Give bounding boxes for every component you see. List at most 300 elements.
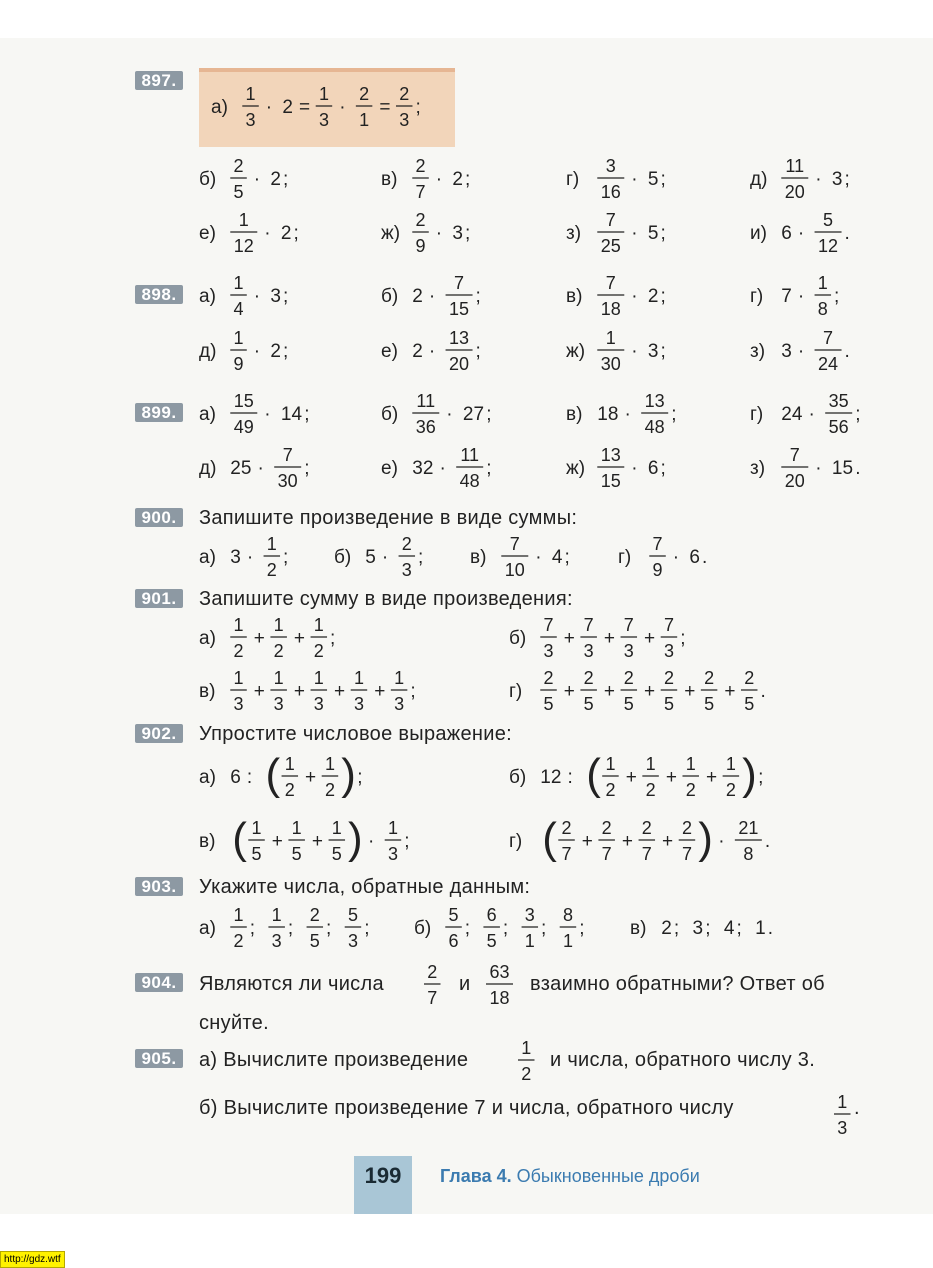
- fraction-denominator: 5: [233, 182, 244, 202]
- problem-text: взаимно обратными? Ответ об: [530, 973, 825, 995]
- operator: ;: [486, 458, 492, 479]
- fraction-numerator: 2: [399, 84, 410, 104]
- fraction-numerator: 7: [543, 615, 554, 635]
- problem-number: 899.: [135, 403, 183, 422]
- fraction-numerator: 2: [415, 156, 426, 176]
- operator: +: [684, 681, 696, 702]
- fraction-numerator: 1: [238, 210, 249, 230]
- operator: ;: [834, 286, 840, 307]
- fraction-numerator: 7: [454, 273, 465, 293]
- fraction-denominator: 36: [415, 417, 436, 437]
- operator: ;: [287, 918, 294, 939]
- number: 14: [280, 404, 303, 425]
- item-label: а): [199, 286, 216, 307]
- fraction-denominator: 1: [562, 931, 573, 951]
- fraction-numerator: 1: [521, 1038, 532, 1058]
- site-watermark: http://gdz.wtf: [0, 1251, 65, 1268]
- fraction-denominator: 20: [784, 471, 805, 491]
- operator: +: [334, 681, 346, 702]
- operator: ;: [671, 404, 677, 425]
- operator: ·: [253, 341, 261, 362]
- problem-number: 905.: [135, 1049, 183, 1068]
- fraction-numerator: 1: [313, 668, 324, 688]
- number: 2: [412, 341, 423, 362]
- operator: :: [567, 767, 573, 788]
- operator: ·: [535, 547, 542, 568]
- operator: ;: [660, 458, 666, 479]
- operator: ;: [326, 918, 332, 939]
- operator: ;: [736, 918, 742, 939]
- fraction-denominator: 7: [561, 844, 572, 864]
- fraction-numerator: 1: [645, 754, 656, 774]
- fraction-numerator: 2: [309, 905, 320, 925]
- fraction-numerator: 1: [324, 754, 335, 774]
- exercise-item: [381, 204, 488, 260]
- exercise-item: [618, 528, 719, 584]
- fraction-denominator: 3: [543, 641, 554, 661]
- fraction-denominator: 9: [233, 354, 244, 374]
- operator: ·: [428, 341, 436, 362]
- exercise-item: [199, 204, 317, 260]
- bracket: ): [742, 750, 757, 799]
- fraction-numerator: 15: [233, 391, 254, 411]
- operator: +: [665, 767, 677, 788]
- inline-fraction: [486, 956, 520, 1012]
- number: 24: [781, 404, 803, 425]
- fraction-numerator: 2: [401, 534, 412, 554]
- item-label: д): [199, 341, 217, 362]
- problem-number: 902.: [135, 724, 183, 743]
- fraction-numerator: 1: [291, 818, 302, 838]
- operator: ;: [660, 223, 666, 244]
- number: 2: [647, 286, 659, 307]
- fraction-denominator: 25: [600, 236, 621, 256]
- fraction-denominator: 7: [681, 844, 692, 864]
- exercise-item: [199, 322, 306, 378]
- fraction-numerator: 3: [605, 156, 616, 176]
- operator: ·: [624, 404, 631, 425]
- item-label: ж): [566, 458, 586, 479]
- number: 2: [270, 169, 281, 190]
- fraction-denominator: 1: [524, 931, 535, 951]
- number: 2: [282, 97, 293, 118]
- operator: ;: [758, 767, 764, 788]
- operator: ·: [631, 169, 638, 190]
- operator: ·: [246, 547, 254, 568]
- item-label: ж): [381, 223, 401, 244]
- operator: +: [603, 628, 616, 649]
- fraction-numerator: 1: [394, 668, 405, 688]
- fraction-denominator: 20: [784, 182, 805, 202]
- operator: ;: [293, 223, 299, 244]
- operator: ·: [797, 223, 805, 244]
- number: 12: [540, 767, 562, 788]
- fraction-denominator: 3: [353, 694, 364, 714]
- operator: ;: [680, 628, 686, 649]
- operator: ;: [564, 547, 570, 568]
- fraction-numerator: 11: [460, 445, 480, 465]
- operator: ;: [283, 547, 289, 568]
- fraction-numerator: 2: [704, 668, 715, 688]
- fraction-numerator: 2: [359, 84, 370, 104]
- operator: :: [246, 767, 253, 788]
- number: 5: [365, 547, 376, 568]
- item-label: в): [630, 918, 647, 939]
- fraction-numerator: 1: [251, 818, 262, 838]
- fraction-numerator: 3: [524, 905, 535, 925]
- exercise-item: [381, 439, 509, 495]
- fraction-numerator: 1: [605, 754, 616, 774]
- fraction-denominator: 18: [600, 299, 621, 319]
- operator: +: [293, 628, 306, 649]
- problem-number: 904.: [135, 973, 183, 992]
- operator: ;: [410, 681, 416, 702]
- fraction-denominator: 3: [233, 694, 244, 714]
- fraction-denominator: 5: [623, 694, 634, 714]
- operator: ;: [357, 767, 363, 788]
- exercise-item: [381, 385, 509, 441]
- operator: +: [625, 767, 637, 788]
- operator: .: [764, 831, 771, 852]
- fraction-numerator: 7: [605, 273, 616, 293]
- item-label: г): [750, 286, 764, 307]
- operator: ·: [815, 169, 822, 190]
- operator: ·: [264, 404, 271, 425]
- exercise-item: [414, 899, 602, 955]
- exercise-item: [509, 609, 703, 665]
- operator: +: [374, 681, 386, 702]
- number: 2: [270, 341, 281, 362]
- fraction-denominator: 48: [459, 471, 480, 491]
- exercise-item: [199, 528, 306, 584]
- operator: =: [379, 97, 391, 118]
- exercise-item: [470, 528, 588, 584]
- item-label: в): [199, 681, 216, 702]
- number: 5: [647, 169, 659, 190]
- operator: ·: [808, 404, 815, 425]
- problem-text: и числа, обратного числу 3.: [550, 1049, 816, 1071]
- fraction-denominator: 3: [623, 641, 634, 661]
- operator: ;: [364, 918, 370, 939]
- item-label: г): [509, 681, 523, 702]
- fraction-numerator: 1: [273, 668, 284, 688]
- item-label: и): [750, 223, 767, 244]
- fraction-denominator: 7: [601, 844, 612, 864]
- fraction-numerator: 7: [789, 445, 800, 465]
- fraction-denominator: 3: [583, 641, 594, 661]
- operator: ·: [631, 223, 638, 244]
- number: 5: [647, 223, 659, 244]
- operator: .: [855, 458, 861, 479]
- number: 27: [462, 404, 485, 425]
- fraction-denominator: 30: [277, 471, 298, 491]
- fraction-numerator: 1: [331, 818, 342, 838]
- fraction-numerator: 2: [415, 210, 426, 230]
- item-label: б): [334, 547, 352, 568]
- fraction-denominator: 3: [273, 694, 284, 714]
- bracket: ): [341, 750, 356, 799]
- problem-number: 900.: [135, 508, 183, 527]
- exercise-item: [199, 899, 387, 955]
- problem-number: 897.: [135, 71, 183, 90]
- item-label: з): [566, 223, 582, 244]
- exercise-item: [199, 439, 327, 495]
- number: 4: [551, 547, 563, 568]
- exercise-item: [509, 812, 782, 868]
- fraction-denominator: 30: [600, 354, 621, 374]
- number: 15: [831, 458, 854, 479]
- fraction-denominator: 9: [415, 236, 426, 256]
- exercise-item: [199, 748, 380, 804]
- exercise-item: [381, 150, 488, 206]
- exercise-item: [566, 322, 684, 378]
- fraction-denominator: 5: [704, 694, 715, 714]
- item-label: в): [381, 169, 398, 190]
- item-label: б): [381, 286, 399, 307]
- item-label: е): [199, 223, 216, 244]
- operator: .: [844, 341, 850, 362]
- operator: ;: [486, 404, 492, 425]
- chapter-title: Обыкновенные дроби: [516, 1166, 700, 1186]
- exercise-item: [199, 662, 433, 718]
- number: 2: [661, 918, 672, 939]
- exercise-item: [750, 267, 857, 323]
- fraction-numerator: 7: [282, 445, 293, 465]
- number: 6: [689, 547, 700, 568]
- fraction-denominator: 4: [233, 299, 244, 319]
- fraction-denominator: 12: [233, 236, 254, 256]
- number: 6: [230, 767, 241, 788]
- operator: +: [662, 831, 674, 852]
- fraction-denominator: 5: [291, 844, 302, 864]
- item-label: г): [750, 404, 764, 425]
- exercise-item: [750, 150, 868, 206]
- fraction-denominator: 3: [313, 694, 324, 714]
- number: 2: [452, 169, 463, 190]
- operator: ;: [844, 169, 850, 190]
- fraction-denominator: 5: [331, 844, 342, 864]
- worked-example: [211, 78, 439, 134]
- item-label: а): [199, 628, 216, 649]
- exercise-item: [199, 150, 306, 206]
- operator: .: [760, 681, 766, 702]
- item-label: б): [509, 628, 527, 649]
- fraction-numerator: 1: [284, 754, 295, 774]
- bracket: (: [232, 814, 247, 863]
- fraction-numerator: 1: [266, 534, 277, 554]
- item-label: в): [199, 831, 216, 852]
- problem-text: и: [459, 973, 471, 995]
- chapter-label: Глава 4.: [440, 1166, 512, 1186]
- item-label: б): [199, 169, 217, 190]
- fraction-denominator: 16: [600, 182, 621, 202]
- fraction-denominator: 2: [605, 780, 616, 800]
- item-label: б): [509, 767, 527, 788]
- fraction-numerator: 1: [233, 615, 244, 635]
- problem-instruction: Запишите сумму в виде произведения:: [199, 588, 573, 610]
- fraction-numerator: 1: [271, 905, 282, 925]
- fraction-numerator: 5: [448, 905, 459, 925]
- fraction-numerator: 2: [601, 818, 612, 838]
- number: 4: [723, 918, 735, 939]
- fraction-denominator: 15: [600, 471, 621, 491]
- operator: ;: [579, 918, 585, 939]
- operator: ;: [855, 404, 861, 425]
- fraction-numerator: 2: [641, 818, 652, 838]
- problem-text: б) Вычислите произведение 7 и числа, обратного числу: [199, 1097, 734, 1119]
- operator: ·: [264, 223, 271, 244]
- number: 2: [412, 286, 423, 307]
- operator: +: [305, 767, 317, 788]
- fraction-numerator: 1: [313, 615, 324, 635]
- fraction-numerator: 63: [489, 962, 510, 982]
- operator: +: [705, 767, 718, 788]
- operator: +: [311, 831, 324, 852]
- number: 3: [452, 223, 463, 244]
- operator: ·: [631, 286, 638, 307]
- operator: ;: [475, 286, 481, 307]
- fraction-denominator: 10: [504, 560, 525, 580]
- fraction-denominator: 5: [663, 694, 674, 714]
- fraction-denominator: 7: [427, 988, 438, 1008]
- fraction-denominator: 2: [685, 780, 696, 800]
- fraction-numerator: 7: [623, 615, 634, 635]
- chapter-footer: [440, 1166, 700, 1187]
- item-label: д): [750, 169, 768, 190]
- fraction-numerator: 11: [416, 391, 436, 411]
- fraction-denominator: 3: [663, 641, 674, 661]
- fraction-numerator: 7: [652, 534, 663, 554]
- fraction-numerator: 2: [583, 668, 594, 688]
- item-label: г): [509, 831, 523, 852]
- number: 3: [270, 286, 281, 307]
- fraction-denominator: 3: [271, 931, 282, 951]
- exercise-item: [566, 267, 684, 323]
- problem-number: 898.: [135, 285, 183, 304]
- problem-instruction: Упростите числовое выражение:: [199, 723, 512, 745]
- exercise-item: [566, 204, 684, 260]
- operator: ·: [439, 458, 446, 479]
- number: 3: [230, 547, 241, 568]
- fraction-numerator: 7: [823, 328, 834, 348]
- item-label: б): [381, 404, 399, 425]
- number: 18: [597, 404, 619, 425]
- operator: ;: [283, 169, 289, 190]
- item-label: а): [199, 404, 216, 425]
- item-label: а): [199, 547, 216, 568]
- fraction-denominator: 6: [448, 931, 459, 951]
- item-label: а): [211, 97, 228, 118]
- operator: .: [767, 918, 774, 939]
- fraction-numerator: 5: [347, 905, 358, 925]
- bracket: (: [586, 750, 601, 799]
- operator: ;: [304, 458, 310, 479]
- operator: ;: [660, 169, 666, 190]
- number: 3: [692, 918, 704, 939]
- item-label: з): [750, 341, 766, 362]
- fraction-denominator: 2: [233, 641, 244, 661]
- item-label: в): [566, 404, 583, 425]
- operator: ;: [283, 341, 289, 362]
- operator: .: [844, 223, 850, 244]
- exercise-item: [199, 385, 327, 441]
- fraction-numerator: 7: [583, 615, 594, 635]
- fraction-denominator: 12: [818, 236, 839, 256]
- fraction-numerator: 1: [318, 84, 329, 104]
- operator: ;: [660, 341, 666, 362]
- fraction-denominator: 15: [449, 299, 470, 319]
- problem-text: Являются ли числа: [199, 973, 384, 995]
- number: 3: [831, 169, 843, 190]
- fraction-numerator: 2: [663, 668, 674, 688]
- fraction-denominator: 3: [387, 844, 398, 864]
- problem-instruction: Укажите числа, обратные данным:: [199, 876, 531, 898]
- fraction-denominator: 9: [652, 560, 663, 580]
- operator: ·: [257, 458, 264, 479]
- fraction-numerator: 1: [233, 905, 244, 925]
- number: 32: [412, 458, 434, 479]
- operator: +: [603, 681, 616, 702]
- operator: ·: [718, 831, 725, 852]
- bracket: (: [542, 814, 557, 863]
- operator: ;: [475, 341, 481, 362]
- fraction-denominator: 3: [245, 110, 256, 130]
- operator: +: [271, 831, 283, 852]
- fraction-numerator: 1: [233, 668, 244, 688]
- item-label: в): [566, 286, 583, 307]
- item-label: д): [199, 458, 217, 479]
- operator: ·: [253, 169, 261, 190]
- number: 1: [755, 918, 766, 939]
- operator: ·: [631, 458, 638, 479]
- item-label: а): [199, 918, 216, 939]
- operator: +: [563, 628, 575, 649]
- fraction-numerator: 1: [685, 754, 696, 774]
- fraction-denominator: 2: [266, 560, 277, 580]
- fraction-denominator: 3: [837, 1118, 848, 1138]
- fraction-numerator: 2: [233, 156, 244, 176]
- fraction-numerator: 8: [562, 905, 573, 925]
- fraction-numerator: 1: [273, 615, 284, 635]
- fraction-numerator: 1: [233, 273, 244, 293]
- fraction-numerator: 2: [561, 818, 572, 838]
- operator: ;: [705, 918, 711, 939]
- fraction-numerator: 1: [837, 1092, 848, 1112]
- fraction-denominator: 5: [486, 931, 497, 951]
- item-label: е): [381, 341, 398, 362]
- item-label: г): [618, 547, 632, 568]
- operator: +: [621, 831, 634, 852]
- operator: +: [724, 681, 736, 702]
- fraction-numerator: 7: [605, 210, 616, 230]
- fraction-numerator: 2: [623, 668, 634, 688]
- fraction-denominator: 2: [645, 780, 656, 800]
- fraction-denominator: 3: [394, 694, 405, 714]
- fraction-denominator: 1: [359, 110, 370, 130]
- operator: ·: [815, 458, 822, 479]
- fraction-numerator: 13: [449, 328, 470, 348]
- fraction-numerator: 2: [681, 818, 692, 838]
- operator: =: [299, 97, 311, 118]
- fraction-denominator: 5: [583, 694, 594, 714]
- fraction-numerator: 6: [486, 905, 497, 925]
- inline-fraction: [518, 1032, 542, 1088]
- operator: ;: [249, 918, 256, 939]
- exercise-item: [630, 899, 785, 955]
- operator: ;: [502, 918, 509, 939]
- fraction-denominator: 2: [313, 641, 324, 661]
- fraction-numerator: 2: [543, 668, 554, 688]
